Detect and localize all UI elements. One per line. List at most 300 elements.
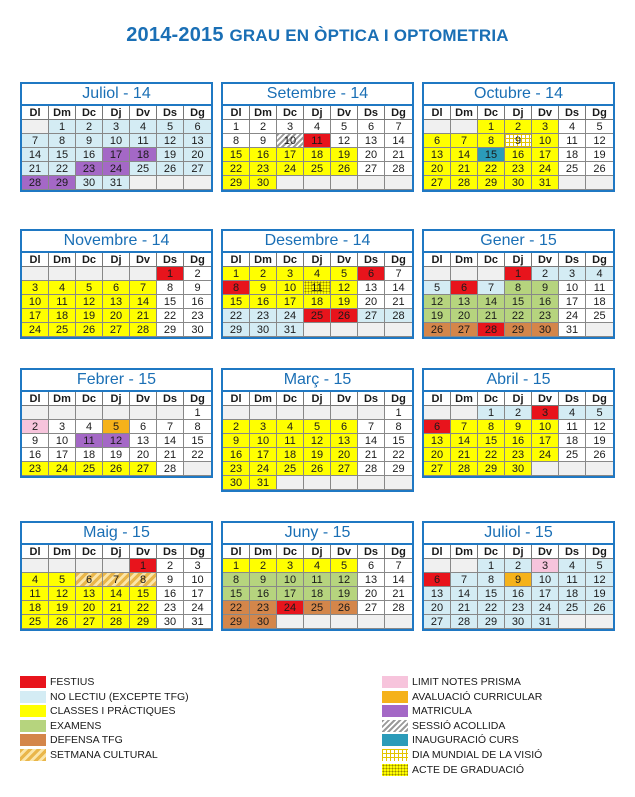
weekday-header: Dv — [331, 253, 358, 267]
day-cell: 13 — [424, 587, 451, 601]
day-cell: 1 — [385, 406, 412, 420]
day-cell: 15 — [184, 434, 211, 448]
day-cell: 29 — [385, 462, 412, 476]
day-cell: 11 — [559, 420, 586, 434]
empty-cell — [103, 559, 130, 573]
weekday-header: Ds — [358, 392, 385, 406]
empty-cell — [559, 615, 586, 629]
day-cell: 17 — [49, 448, 76, 462]
day-cell: 19 — [424, 309, 451, 323]
day-cell: 30 — [505, 176, 532, 190]
weekday-header: Ds — [157, 106, 184, 120]
day-cell: 3 — [22, 281, 49, 295]
day-cell: 22 — [223, 309, 250, 323]
day-cell: 3 — [103, 120, 130, 134]
weekday-header: Dl — [424, 392, 451, 406]
day-cell: 7 — [478, 281, 505, 295]
day-cell: 13 — [358, 281, 385, 295]
day-cell: 26 — [586, 162, 613, 176]
empty-cell — [22, 559, 49, 573]
day-cell: 12 — [76, 295, 103, 309]
legend-label: LIMIT NOTES PRISMA — [412, 676, 521, 688]
day-cell: 17 — [250, 448, 277, 462]
day-cell: 12 — [424, 295, 451, 309]
day-cell: 21 — [358, 448, 385, 462]
day-cell: 16 — [250, 295, 277, 309]
weekday-header: Dc — [478, 106, 505, 120]
day-cell: 25 — [559, 448, 586, 462]
legend-item — [20, 748, 158, 762]
legend-item — [20, 675, 94, 689]
month-title: Juliol - 15 — [424, 523, 613, 545]
day-cell: 25 — [76, 462, 103, 476]
day-cell: 9 — [505, 573, 532, 587]
empty-cell — [130, 267, 157, 281]
weekday-header: Ds — [559, 106, 586, 120]
day-cell: 30 — [505, 615, 532, 629]
day-cell: 21 — [385, 587, 412, 601]
day-cell: 22 — [478, 601, 505, 615]
legend-swatch — [20, 676, 46, 688]
day-cell: 25 — [22, 615, 49, 629]
empty-cell — [331, 406, 358, 420]
weekday-header: Dm — [250, 545, 277, 559]
day-cell: 21 — [103, 601, 130, 615]
empty-cell — [559, 462, 586, 476]
weekday-header: Ds — [157, 392, 184, 406]
day-cell: 19 — [304, 448, 331, 462]
day-cell: 9 — [76, 134, 103, 148]
weekday-header: Dj — [505, 253, 532, 267]
month-calendar — [20, 229, 213, 339]
legend-label: DEFENSA TFG — [50, 734, 123, 747]
empty-cell — [478, 267, 505, 281]
day-cell: 19 — [586, 587, 613, 601]
legend-label: NO LECTIU (EXCEPTE TFG) — [50, 690, 189, 703]
weekday-header: Dg — [385, 545, 412, 559]
legend-label: SESSIÓ ACOLLIDA — [412, 719, 506, 732]
day-cell: 17 — [277, 295, 304, 309]
legend-item — [382, 748, 542, 762]
day-cell: 12 — [586, 573, 613, 587]
day-cell: 12 — [586, 420, 613, 434]
day-cell: 7 — [385, 559, 412, 573]
day-cell: 17 — [532, 434, 559, 448]
day-cell: 22 — [49, 162, 76, 176]
legend-swatch — [20, 705, 46, 717]
day-cell: 1 — [478, 559, 505, 573]
empty-cell — [385, 615, 412, 629]
day-cell: 22 — [184, 448, 211, 462]
day-cell: 7 — [451, 134, 478, 148]
weekday-header: Ds — [559, 392, 586, 406]
day-cell: 27 — [76, 615, 103, 629]
day-cell: 3 — [250, 420, 277, 434]
day-cell: 20 — [103, 309, 130, 323]
weekday-header: Dl — [223, 253, 250, 267]
weekday-header: Dm — [49, 253, 76, 267]
day-cell: 14 — [385, 281, 412, 295]
day-cell: 21 — [451, 448, 478, 462]
day-cell: 2 — [505, 406, 532, 420]
day-cell: 24 — [250, 462, 277, 476]
legend-swatch — [20, 749, 46, 761]
empty-cell — [304, 406, 331, 420]
day-cell: 28 — [478, 323, 505, 337]
day-cell: 2 — [505, 559, 532, 573]
weekday-header: Dj — [304, 392, 331, 406]
empty-cell — [22, 120, 49, 134]
day-cell: 18 — [304, 148, 331, 162]
legend-label: ACTE DE GRADUACIÓ — [412, 763, 525, 776]
day-cell: 24 — [277, 309, 304, 323]
weekday-header: Dg — [184, 106, 211, 120]
day-cell: 27 — [424, 615, 451, 629]
day-cell: 3 — [277, 267, 304, 281]
month-calendar — [221, 229, 414, 339]
weekday-header: Dc — [478, 545, 505, 559]
legend-swatch — [382, 764, 408, 776]
weekday-header: Dv — [331, 392, 358, 406]
weekday-header: Dj — [103, 392, 130, 406]
day-cell: 20 — [451, 309, 478, 323]
legend-label: SETMANA CULTURAL — [50, 749, 158, 761]
empty-cell — [304, 476, 331, 490]
empty-cell — [385, 176, 412, 190]
legend-label: MATRICULA — [412, 705, 472, 718]
month-title: Maig - 15 — [22, 523, 211, 545]
day-cell: 28 — [451, 176, 478, 190]
day-cell: 30 — [250, 615, 277, 629]
day-cell: 7 — [385, 267, 412, 281]
weekday-header: Dv — [532, 106, 559, 120]
day-cell: 28 — [385, 601, 412, 615]
day-cell: 5 — [586, 120, 613, 134]
weekday-header: Ds — [358, 545, 385, 559]
day-cell: 10 — [532, 420, 559, 434]
day-cell: 27 — [358, 601, 385, 615]
day-cell: 16 — [505, 434, 532, 448]
day-cell: 23 — [505, 162, 532, 176]
month-title: Juny - 15 — [223, 523, 412, 545]
legend-swatch — [382, 734, 408, 746]
day-cell: 25 — [304, 309, 331, 323]
weekday-header: Ds — [559, 253, 586, 267]
title-degree: GRAU EN ÒPTICA I OPTOMETRIA — [229, 26, 509, 45]
page-title — [0, 24, 635, 47]
day-cell: 10 — [277, 573, 304, 587]
day-cell: 11 — [559, 573, 586, 587]
empty-cell — [223, 406, 250, 420]
weekday-header: Ds — [358, 106, 385, 120]
day-cell: 4 — [559, 406, 586, 420]
day-cell: 6 — [184, 120, 211, 134]
month-title: Abril - 15 — [424, 370, 613, 392]
day-cell: 11 — [76, 434, 103, 448]
day-cell: 4 — [76, 420, 103, 434]
empty-cell — [358, 176, 385, 190]
day-cell: 26 — [49, 615, 76, 629]
day-cell: 31 — [532, 615, 559, 629]
day-cell: 14 — [130, 295, 157, 309]
day-cell: 11 — [304, 134, 331, 148]
empty-cell — [184, 462, 211, 476]
day-cell: 16 — [184, 295, 211, 309]
weekday-header: Dl — [223, 545, 250, 559]
empty-cell — [49, 406, 76, 420]
day-cell: 26 — [331, 601, 358, 615]
weekday-header: Dv — [532, 392, 559, 406]
weekday-header: Dl — [223, 392, 250, 406]
day-cell: 24 — [184, 601, 211, 615]
day-cell: 8 — [478, 420, 505, 434]
legend-item — [20, 690, 189, 704]
day-cell: 16 — [250, 587, 277, 601]
day-cell: 23 — [505, 601, 532, 615]
weekday-header: Dc — [277, 253, 304, 267]
day-cell: 18 — [49, 309, 76, 323]
day-cell: 14 — [358, 434, 385, 448]
day-cell: 15 — [478, 434, 505, 448]
day-cell: 8 — [385, 420, 412, 434]
empty-cell — [103, 267, 130, 281]
legend-label: CLASSES I PRÀCTIQUES — [50, 705, 176, 718]
day-cell: 10 — [532, 573, 559, 587]
weekday-header: Dl — [424, 545, 451, 559]
legend-swatch — [382, 676, 408, 688]
day-cell: 14 — [157, 434, 184, 448]
day-cell: 6 — [424, 134, 451, 148]
day-cell: 17 — [277, 587, 304, 601]
month-calendar — [20, 521, 213, 631]
day-cell: 27 — [130, 462, 157, 476]
day-cell: 28 — [385, 309, 412, 323]
day-cell: 18 — [277, 448, 304, 462]
day-cell: 23 — [250, 601, 277, 615]
day-cell: 3 — [532, 559, 559, 573]
day-cell: 30 — [223, 476, 250, 490]
empty-cell — [304, 323, 331, 337]
day-cell: 3 — [532, 120, 559, 134]
day-cell: 8 — [223, 573, 250, 587]
day-cell: 30 — [76, 176, 103, 190]
month-title: Març - 15 — [223, 370, 412, 392]
day-cell: 8 — [157, 281, 184, 295]
day-cell: 10 — [22, 295, 49, 309]
weekday-header: Dl — [22, 392, 49, 406]
day-cell: 20 — [424, 162, 451, 176]
legend-item — [20, 733, 123, 747]
day-cell: 6 — [424, 420, 451, 434]
day-cell: 25 — [49, 323, 76, 337]
empty-cell — [358, 615, 385, 629]
day-cell: 25 — [304, 162, 331, 176]
day-cell: 19 — [76, 309, 103, 323]
day-cell: 6 — [331, 420, 358, 434]
empty-cell — [49, 267, 76, 281]
day-cell: 25 — [130, 162, 157, 176]
day-cell: 6 — [103, 281, 130, 295]
weekday-header: Dv — [532, 545, 559, 559]
day-cell: 22 — [478, 162, 505, 176]
empty-cell — [451, 406, 478, 420]
empty-cell — [277, 615, 304, 629]
day-cell: 25 — [559, 162, 586, 176]
empty-cell — [331, 476, 358, 490]
day-cell: 2 — [250, 267, 277, 281]
day-cell: 18 — [559, 587, 586, 601]
day-cell: 29 — [223, 323, 250, 337]
day-cell: 1 — [223, 267, 250, 281]
day-cell: 30 — [505, 462, 532, 476]
empty-cell — [358, 476, 385, 490]
empty-cell — [277, 406, 304, 420]
day-cell: 2 — [76, 120, 103, 134]
day-cell: 2 — [22, 420, 49, 434]
day-cell: 15 — [157, 295, 184, 309]
day-cell: 8 — [130, 573, 157, 587]
day-cell: 6 — [358, 120, 385, 134]
day-cell: 24 — [532, 448, 559, 462]
day-cell: 7 — [385, 120, 412, 134]
day-cell: 5 — [331, 267, 358, 281]
empty-cell — [130, 406, 157, 420]
day-cell: 4 — [559, 120, 586, 134]
day-cell: 28 — [451, 462, 478, 476]
day-cell: 23 — [157, 601, 184, 615]
empty-cell — [277, 476, 304, 490]
day-cell: 16 — [22, 448, 49, 462]
day-cell: 4 — [586, 267, 613, 281]
day-cell: 21 — [22, 162, 49, 176]
day-cell: 22 — [505, 309, 532, 323]
month-calendar — [422, 229, 615, 339]
month-title: Octubre - 14 — [424, 84, 613, 106]
day-cell: 26 — [424, 323, 451, 337]
empty-cell — [586, 615, 613, 629]
legend-item — [382, 690, 542, 704]
day-cell: 5 — [586, 559, 613, 573]
weekday-header: Dm — [250, 392, 277, 406]
month-title: Novembre - 14 — [22, 231, 211, 253]
day-cell: 14 — [478, 295, 505, 309]
day-cell: 15 — [223, 587, 250, 601]
empty-cell — [358, 406, 385, 420]
legend-label: DIA MUNDIAL DE LA VISIÓ — [412, 749, 543, 761]
legend-swatch — [20, 734, 46, 746]
day-cell: 19 — [157, 148, 184, 162]
day-cell: 9 — [22, 434, 49, 448]
day-cell: 29 — [130, 615, 157, 629]
day-cell: 26 — [586, 448, 613, 462]
day-cell: 8 — [223, 134, 250, 148]
weekday-header: Ds — [157, 253, 184, 267]
day-cell: 4 — [130, 120, 157, 134]
weekday-header: Dc — [76, 253, 103, 267]
day-cell: 21 — [451, 162, 478, 176]
day-cell: 7 — [451, 573, 478, 587]
month-calendar — [422, 521, 615, 631]
title-year: 2014-2015 — [126, 24, 224, 46]
day-cell: 6 — [358, 559, 385, 573]
legend-item — [382, 675, 521, 689]
day-cell: 11 — [559, 134, 586, 148]
day-cell: 10 — [49, 434, 76, 448]
empty-cell — [76, 559, 103, 573]
weekday-header: Dl — [22, 253, 49, 267]
day-cell: 19 — [331, 148, 358, 162]
day-cell: 13 — [424, 148, 451, 162]
empty-cell — [451, 559, 478, 573]
day-cell: 29 — [478, 176, 505, 190]
legend-swatch — [382, 705, 408, 717]
month-calendar — [422, 82, 615, 192]
day-cell: 21 — [385, 295, 412, 309]
day-cell: 23 — [22, 462, 49, 476]
day-cell: 28 — [451, 615, 478, 629]
legend-item — [382, 704, 472, 718]
day-cell: 4 — [304, 120, 331, 134]
day-cell: 1 — [49, 120, 76, 134]
day-cell: 26 — [103, 462, 130, 476]
weekday-header: Dl — [22, 106, 49, 120]
day-cell: 12 — [103, 434, 130, 448]
legend-item — [382, 719, 505, 733]
empty-cell — [424, 559, 451, 573]
weekday-header: Dc — [76, 545, 103, 559]
empty-cell — [424, 267, 451, 281]
weekday-header: Dl — [424, 106, 451, 120]
day-cell: 15 — [223, 295, 250, 309]
weekday-header: Dm — [49, 106, 76, 120]
weekday-header: Dj — [304, 106, 331, 120]
day-cell: 14 — [385, 134, 412, 148]
day-cell: 5 — [49, 573, 76, 587]
day-cell: 14 — [385, 573, 412, 587]
weekday-header: Dc — [277, 392, 304, 406]
weekday-header: Dv — [331, 545, 358, 559]
day-cell: 20 — [358, 148, 385, 162]
day-cell: 12 — [331, 134, 358, 148]
weekday-header: Dv — [130, 253, 157, 267]
day-cell: 1 — [223, 559, 250, 573]
weekday-header: Dg — [586, 253, 613, 267]
day-cell: 19 — [103, 448, 130, 462]
weekday-header: Dv — [130, 545, 157, 559]
empty-cell — [385, 476, 412, 490]
day-cell: 7 — [130, 281, 157, 295]
empty-cell — [586, 176, 613, 190]
day-cell: 13 — [358, 573, 385, 587]
day-cell: 24 — [277, 601, 304, 615]
day-cell: 10 — [250, 434, 277, 448]
day-cell: 11 — [22, 587, 49, 601]
day-cell: 13 — [424, 434, 451, 448]
day-cell: 18 — [304, 587, 331, 601]
weekday-header: Dl — [22, 545, 49, 559]
day-cell: 16 — [76, 148, 103, 162]
day-cell: 13 — [103, 295, 130, 309]
day-cell: 14 — [451, 587, 478, 601]
day-cell: 31 — [184, 615, 211, 629]
day-cell: 8 — [49, 134, 76, 148]
weekday-header: Dc — [76, 106, 103, 120]
day-cell: 11 — [304, 573, 331, 587]
day-cell: 20 — [184, 148, 211, 162]
month-title: Setembre - 14 — [223, 84, 412, 106]
day-cell: 22 — [385, 448, 412, 462]
empty-cell — [532, 462, 559, 476]
